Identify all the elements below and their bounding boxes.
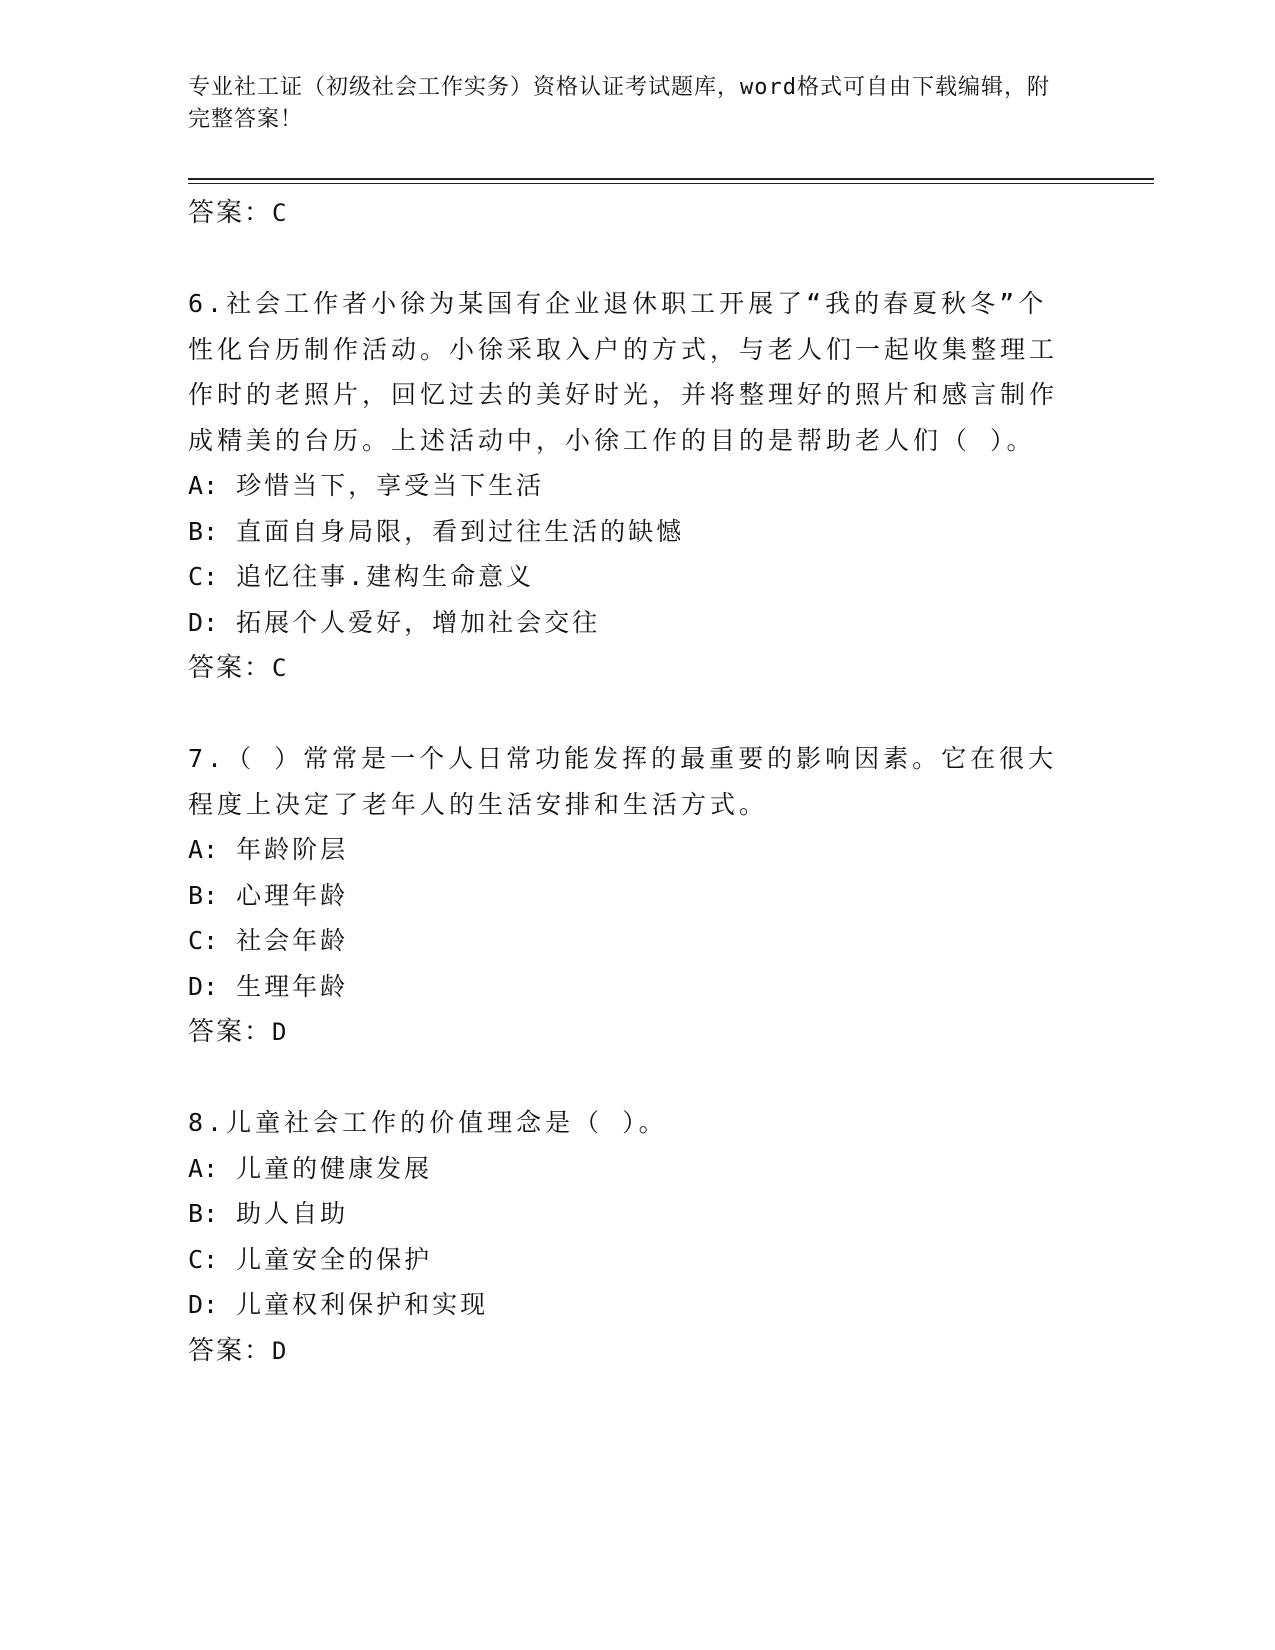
option-text: 珍惜当下，享受当下生活 bbox=[236, 471, 545, 500]
option-letter: A: bbox=[188, 471, 219, 500]
answer-value: C bbox=[272, 654, 287, 682]
option-b bbox=[188, 1191, 1088, 1237]
question-8 bbox=[188, 1100, 1088, 1374]
answer-value: D bbox=[272, 1018, 287, 1046]
option-letter: A: bbox=[188, 835, 219, 864]
option-text: 追忆往事.建构生命意义 bbox=[236, 562, 535, 591]
answer-label: 答案： bbox=[188, 653, 273, 683]
option-a bbox=[188, 463, 1088, 509]
option-b bbox=[188, 509, 1088, 555]
option-text: 儿童权利保护和实现 bbox=[236, 1290, 489, 1319]
option-c bbox=[188, 918, 1088, 964]
option-letter: B: bbox=[188, 1199, 219, 1228]
header-rule-thin bbox=[188, 183, 1154, 184]
option-d bbox=[188, 600, 1088, 646]
document-body bbox=[188, 190, 1088, 1374]
question-7 bbox=[188, 736, 1088, 1055]
option-letter: C: bbox=[188, 1244, 219, 1274]
option-letter: D: bbox=[188, 971, 219, 1001]
page-header: 专业社工证（初级社会工作实务）资格认证考试题库，word格式可自由下载编辑，附完整答案！ bbox=[188, 75, 1050, 132]
option-text: 儿童安全的保护 bbox=[236, 1244, 433, 1274]
answer-value: C bbox=[272, 199, 287, 227]
option-c bbox=[188, 1237, 1088, 1283]
option-letter: C: bbox=[188, 562, 219, 591]
option-a bbox=[188, 1146, 1088, 1192]
option-text: 儿童的健康发展 bbox=[236, 1153, 433, 1183]
option-d bbox=[188, 1282, 1088, 1328]
option-letter: D: bbox=[188, 1290, 219, 1319]
option-a bbox=[188, 827, 1088, 873]
answer-label: 答案： bbox=[188, 1017, 273, 1047]
option-c bbox=[188, 554, 1088, 600]
option-letter: B: bbox=[188, 880, 219, 910]
option-text: 拓展个人爱好，增加社会交往 bbox=[236, 607, 601, 637]
question-stem: 7.（ ）常常是一个人日常功能发挥的最重要的影响因素。它在很大程度上决定了老年人的生活安排和生活方式。 bbox=[188, 744, 1058, 819]
option-b bbox=[188, 873, 1088, 919]
answer-line bbox=[188, 645, 1088, 691]
question-stem: 8.儿童社会工作的价值理念是（ ）。 bbox=[188, 1108, 668, 1137]
answer-value: D bbox=[272, 1336, 287, 1365]
option-letter: C: bbox=[188, 926, 219, 955]
answer-label: 答案： bbox=[188, 1335, 273, 1366]
option-letter: A: bbox=[188, 1153, 219, 1183]
option-text: 生理年龄 bbox=[236, 971, 349, 1001]
option-text: 直面自身局限，看到过往生活的缺憾 bbox=[236, 516, 685, 546]
option-text: 心理年龄 bbox=[236, 880, 349, 910]
option-d bbox=[188, 964, 1088, 1010]
answer-line bbox=[188, 1009, 1088, 1055]
answer-label: 答案： bbox=[188, 198, 273, 228]
option-text: 年龄阶层 bbox=[236, 835, 349, 864]
option-letter: B: bbox=[188, 516, 219, 546]
question-6 bbox=[188, 281, 1088, 691]
option-text: 社会年龄 bbox=[236, 926, 349, 955]
header-rule-thick bbox=[188, 178, 1154, 180]
option-text: 助人自助 bbox=[236, 1199, 349, 1228]
answer-line bbox=[188, 1328, 1088, 1374]
question-stem: 6.社会工作者小徐为某国有企业退休职工开展了“我的春夏秋冬”个性化台历制作活动。小徐采取入户的方式，与老人们一起收集整理工作时的老照片，回忆过去的美好时光，并将整理好的照片和感言制作成精美的台历。上述活动中，小徐工作的目的是帮助老人们（ ）。 bbox=[188, 289, 1059, 455]
option-letter: D: bbox=[188, 607, 219, 637]
answer-line bbox=[188, 190, 1088, 236]
